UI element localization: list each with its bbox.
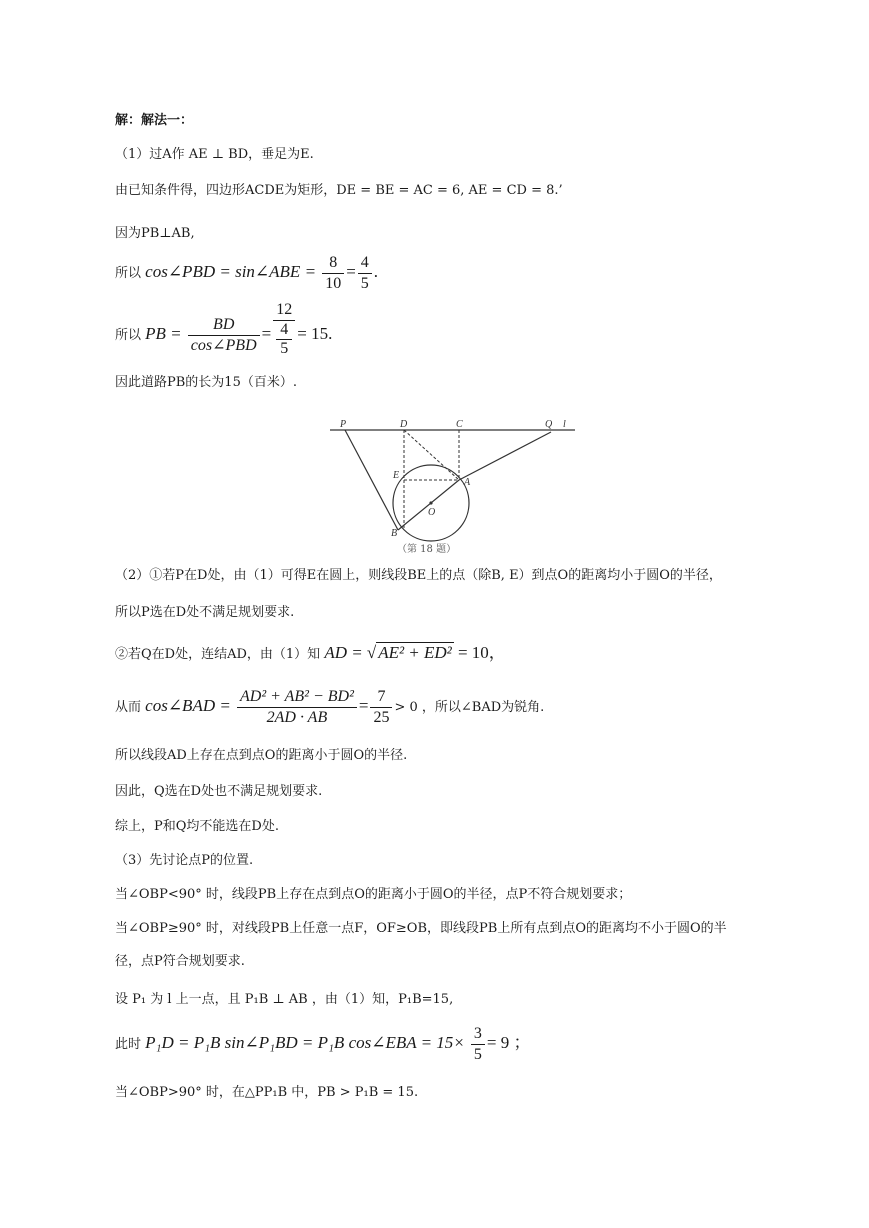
segment-pb [345,430,398,530]
inner-denominator: 5 [276,339,292,358]
numerator: 3 [473,1025,482,1042]
figure-caption: （第 18 题） [397,544,457,555]
label-p: P [340,419,347,430]
part3-line6 [115,1023,531,1065]
part1-line1: （1）过A作 AE ⊥ BD，垂足为E. [115,147,314,162]
part1-line6: 因此道路PB的长为15（百米）. [115,375,297,390]
numerator: 8 [329,254,338,271]
numerator: 4 [360,254,369,271]
label-c: C [456,419,463,430]
part2-line1: （2）①若P在D处，由（1）可得E在圆上，则线段BE上的点（除B, E）到点O的距离均小于圆O的半径， [115,568,722,583]
segment-ba [398,480,459,530]
text: 从而 [115,700,142,715]
part3-line3: 当∠OBP≥90° 时，对线段PB上任意一点F，OF≥OB，即线段PB上所有点到点O的距离均不小于圆O的半 [115,921,727,936]
fraction-bd-cos [188,315,260,356]
label-a: A [464,477,471,488]
part2-line3: ②若Q在D处，连结AD，由（1）知 AD = √ AE² + ED² = 10， [115,643,506,662]
fraction-8-10 [322,253,344,294]
part3-line7: 当∠OBP>90° 时，在△PP₁B 中，PB > P₁B = 15. [115,1085,419,1100]
denominator: 25 [370,707,392,728]
fraction-cosine-law [237,687,357,728]
numerator: 12 [276,301,293,318]
part2-line6: 因此，Q选在D处也不满足规划要求. [115,784,323,799]
part1-line4: 所以 cos∠PBD = sin∠ABE = $\frac{8}{10}$ = $\frac{4}{5}$ . [115,254,379,292]
result: = 10， [457,643,506,662]
result: = 15. [297,324,333,343]
formula-ad: AD = [324,643,363,662]
denominator: 2AD · AB [237,707,357,728]
part3-line2: 当∠OBP<90° 时，线段PB上存在点到点O的距离小于圆O的半径，点P不符合规划要求； [115,887,632,902]
formula-cos-pbd: cos∠PBD = sin∠ABE = [145,262,317,281]
part2-line4: 从而 cos∠BAD = $\frac{\text{AD² + AB² − BD²}}{2AD \cdot AB}$ = $\frac{7}{25}$ > 0 ，所以∠BAD为锐角. [115,688,545,726]
label-o: O [428,507,436,518]
fraction-4-5 [358,253,372,294]
label-l: l [563,419,566,430]
part3-line4: 径，点P符合规划要求. [115,954,245,969]
part2-line7: 综上，P和Q均不能选在D处. [115,819,279,834]
text: ②若Q在D处，连结AD，由（1）知 [115,647,321,662]
text: 所以 [115,328,142,343]
segment-aq [459,432,551,480]
center-dot [429,501,432,504]
numerator: 7 [377,688,386,705]
denominator: 5 [358,273,372,294]
numerator: BD [213,316,235,333]
sqrt-expression: AE² + ED² [378,643,452,662]
inner-numerator: 4 [280,321,289,338]
formula-p1d: P₁D = P₁B sin∠P₁BD = P₁B cos∠EBA = 15× [145,1033,465,1052]
solution-heading: 解：解法一： [115,113,194,128]
label-e: E [393,470,400,481]
formula-cos-bad: cos∠BAD = [145,696,231,715]
part2-line2: 所以P选在D处不满足规划要求. [115,605,295,620]
part3-line1: （3）先讨论点P的位置. [115,853,254,868]
compound-fraction [273,300,295,358]
part1-line3: 因为PB⊥AB, [115,226,195,241]
denominator [273,320,295,358]
part1-line5: 所以 PB = $\frac{BD}{\text{cos∠PBD}}$ = 12 4 5 = 15. [115,301,333,357]
denominator: 5 [471,1044,485,1065]
numerator: AD² + AB² − BD² [239,688,354,705]
text: 所以 [115,266,142,281]
result: = 9 ； [486,1033,531,1052]
conclusion: > 0 ，所以∠BAD为锐角. [394,700,545,715]
denominator: 10 [322,273,344,294]
label-b: B [391,528,398,539]
formula-pb: PB = [145,324,182,343]
segment-da [404,430,459,480]
label-d: D [400,419,408,430]
label-q: Q [545,419,553,430]
fraction-3-5 [471,1024,485,1065]
part3-line5: 设 P₁ 为 l 上一点，且 P₁B ⊥ AB ，由（1）知，P₁B=15, [115,992,454,1007]
fraction-7-25 [370,687,392,728]
text: 此时 [115,1037,142,1052]
denominator: cos∠PBD [188,335,260,356]
part2-line5: 所以线段AD上存在点到点O的距离小于圆O的半径. [115,748,408,763]
geometry-figure [325,418,585,558]
part1-line2: 由已知条件得，四边形ACDE为矩形，DE = BE = AC = 6, AE = CD = 8.’ [115,183,563,198]
